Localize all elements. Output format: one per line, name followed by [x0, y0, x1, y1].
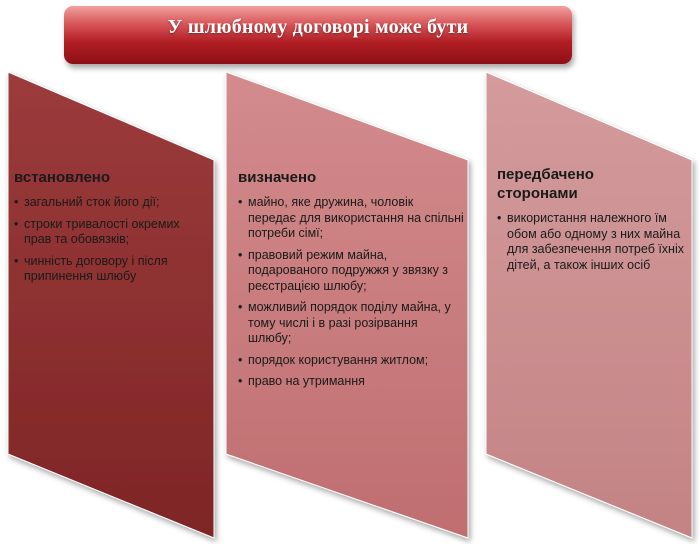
column-defined: [238, 168, 464, 396]
title-banner: [64, 6, 572, 64]
column-3-chevron: [486, 72, 692, 538]
list-item: • правовий режим майна, подарованого подружжя у звязку з реєстрацією шлюбу;: [238, 248, 464, 295]
list-item: • чинність договору і після припинення шлюбу: [14, 254, 204, 285]
list-item: • майно, яке дружина, чоловік передає для використання на спільні потреби сімї;: [238, 195, 464, 242]
column-heading: визначено: [238, 169, 317, 186]
column-established: [14, 168, 204, 291]
list-item: • загальний сток його дії;: [14, 195, 204, 211]
column-items: [497, 211, 693, 273]
list-item: • можливий порядок поділу майна, у тому числі і в разі розірвання шлюбу;: [238, 300, 464, 347]
column-heading: передбачено сторонами: [497, 166, 594, 202]
column-provided-by-parties: [497, 165, 699, 279]
list-item: • порядок користування житлом;: [238, 353, 464, 369]
list-item: • використання належного їм обом або одному з них майна для забезпечення потреб їхніх дітей, а також інших осіб: [497, 211, 693, 273]
diagram-title: У шлюбному договорі може бути: [167, 15, 469, 38]
column-items: [238, 195, 464, 390]
list-item: • строки тривалості окремих прав та обовязків;: [14, 217, 204, 248]
column-items: [14, 195, 204, 285]
list-item: • право на утримання: [238, 374, 464, 390]
column-heading: встановлено: [14, 169, 111, 186]
column-1-chevron: [8, 72, 214, 538]
